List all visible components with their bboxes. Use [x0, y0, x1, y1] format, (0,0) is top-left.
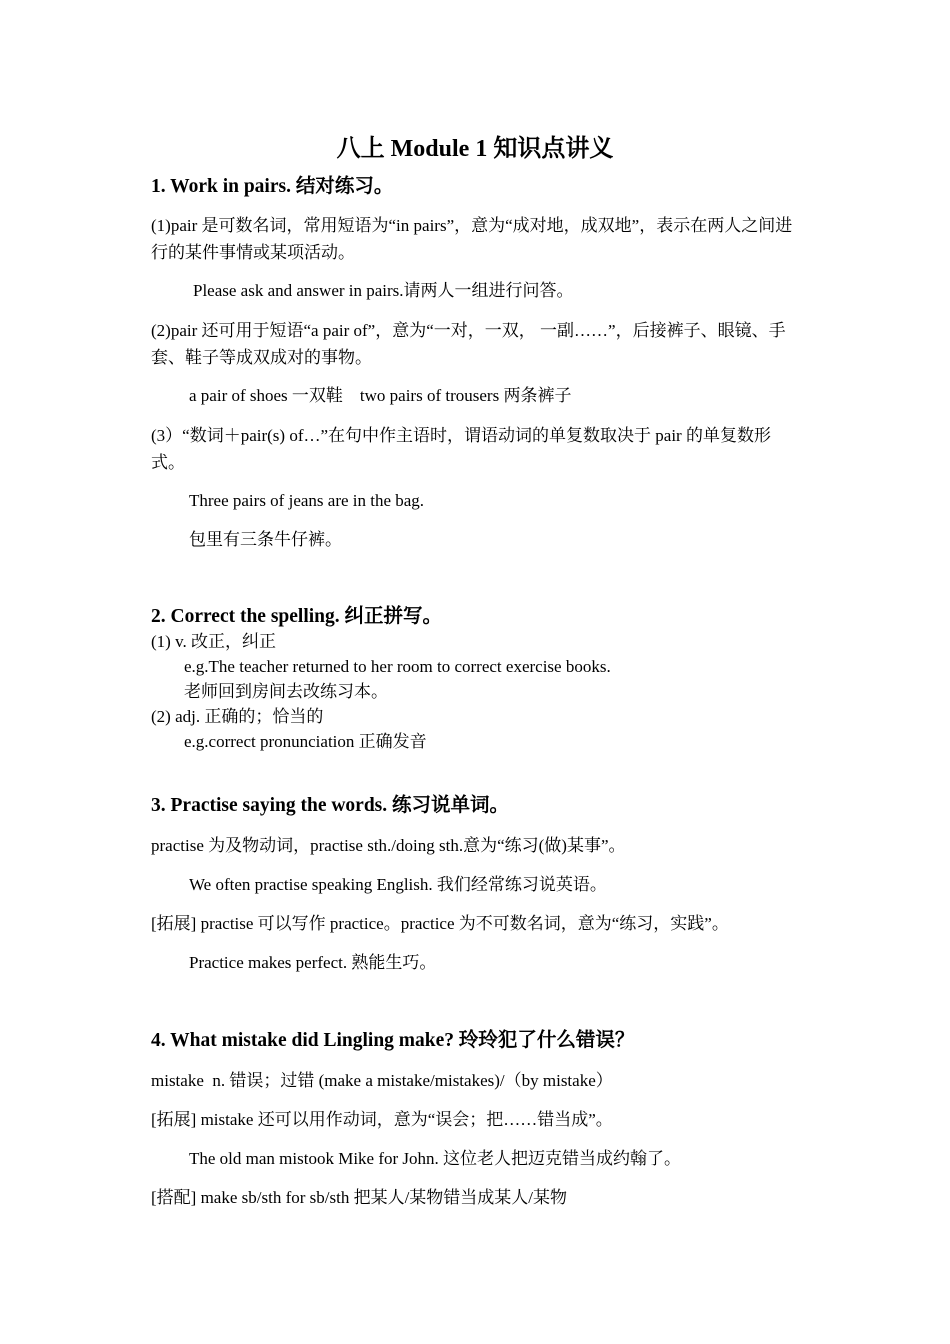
section-2-line-1: (1) v. 改正，纠正	[151, 632, 276, 651]
section-2-line-5: e.g.correct pronunciation 正确发音	[184, 732, 427, 751]
section-4-heading: 4. What mistake did Lingling make? 玲玲犯了什么错误？	[151, 1030, 635, 1051]
section-3-heading: 3. Practise saying the words. 练习说单词。	[151, 795, 510, 816]
section-1-example-1: Please ask and answer in pairs.请两人一组进行问答。	[193, 281, 574, 300]
section-2-line-3: 老师回到房间去改练习本。	[184, 682, 388, 701]
section-4-line-4: [搭配] make sb/sth for sb/sth 把某人/某物错当成某人/某物	[151, 1188, 568, 1207]
section-4-line-2: [拓展] mistake 还可以用作动词，意为“误会；把……错当成”。	[151, 1110, 613, 1129]
page-title: 八上 Module 1 知识点讲义	[336, 136, 614, 162]
section-1-paragraph-2: (2)pair 还可用于短语“a pair of”，意为“一对，一双， 一副……”，后接裤子、眼镜、手套、鞋子等成双成对的事物。	[151, 321, 786, 367]
section-3-line-2: We often practise speaking English. 我们经常练习说英语。	[189, 875, 607, 894]
section-1-paragraph-1: (1)pair 是可数名词，常用短语为“in pairs”，意为“成对地，成双地”，表示在两人之间进行的某件事情或某项活动。	[151, 216, 793, 262]
section-4-line-1: mistake n. 错误；过错 (make a mistake/mistakes)/（by mistake）	[151, 1071, 613, 1090]
section-1-example-3: Three pairs of jeans are in the bag.	[189, 491, 425, 510]
section-2-heading: 2. Correct the spelling. 纠正拼写。	[151, 606, 443, 627]
section-1-example-3-translation: 包里有三条牛仔裤。	[189, 530, 342, 549]
section-3-line-4: Practice makes perfect. 熟能生巧。	[189, 953, 437, 972]
section-4-line-3: The old man mistook Mike for John. 这位老人把迈克错当成约翰了。	[189, 1149, 682, 1168]
section-1-paragraph-3: (3）“数词＋pair(s) of…”在句中作主语时，谓语动词的单复数取决于 pair 的单复数形式。	[151, 426, 771, 472]
section-1-example-2: a pair of shoes 一双鞋 two pairs of trousers 两条裤子	[189, 386, 572, 405]
section-2-line-4: (2) adj. 正确的；恰当的	[151, 707, 324, 726]
section-1-heading: 1. Work in pairs. 结对练习。	[151, 176, 394, 197]
section-2-line-2: e.g.The teacher returned to her room to correct exercise books.	[184, 657, 611, 676]
section-3-line-3: [拓展] practise 可以写作 practice。practice 为不可数名词，意为“练习，实践”。	[151, 914, 729, 933]
section-3-line-1: practise 为及物动词，practise sth./doing sth.意为“练习(做)某事”。	[151, 836, 626, 855]
